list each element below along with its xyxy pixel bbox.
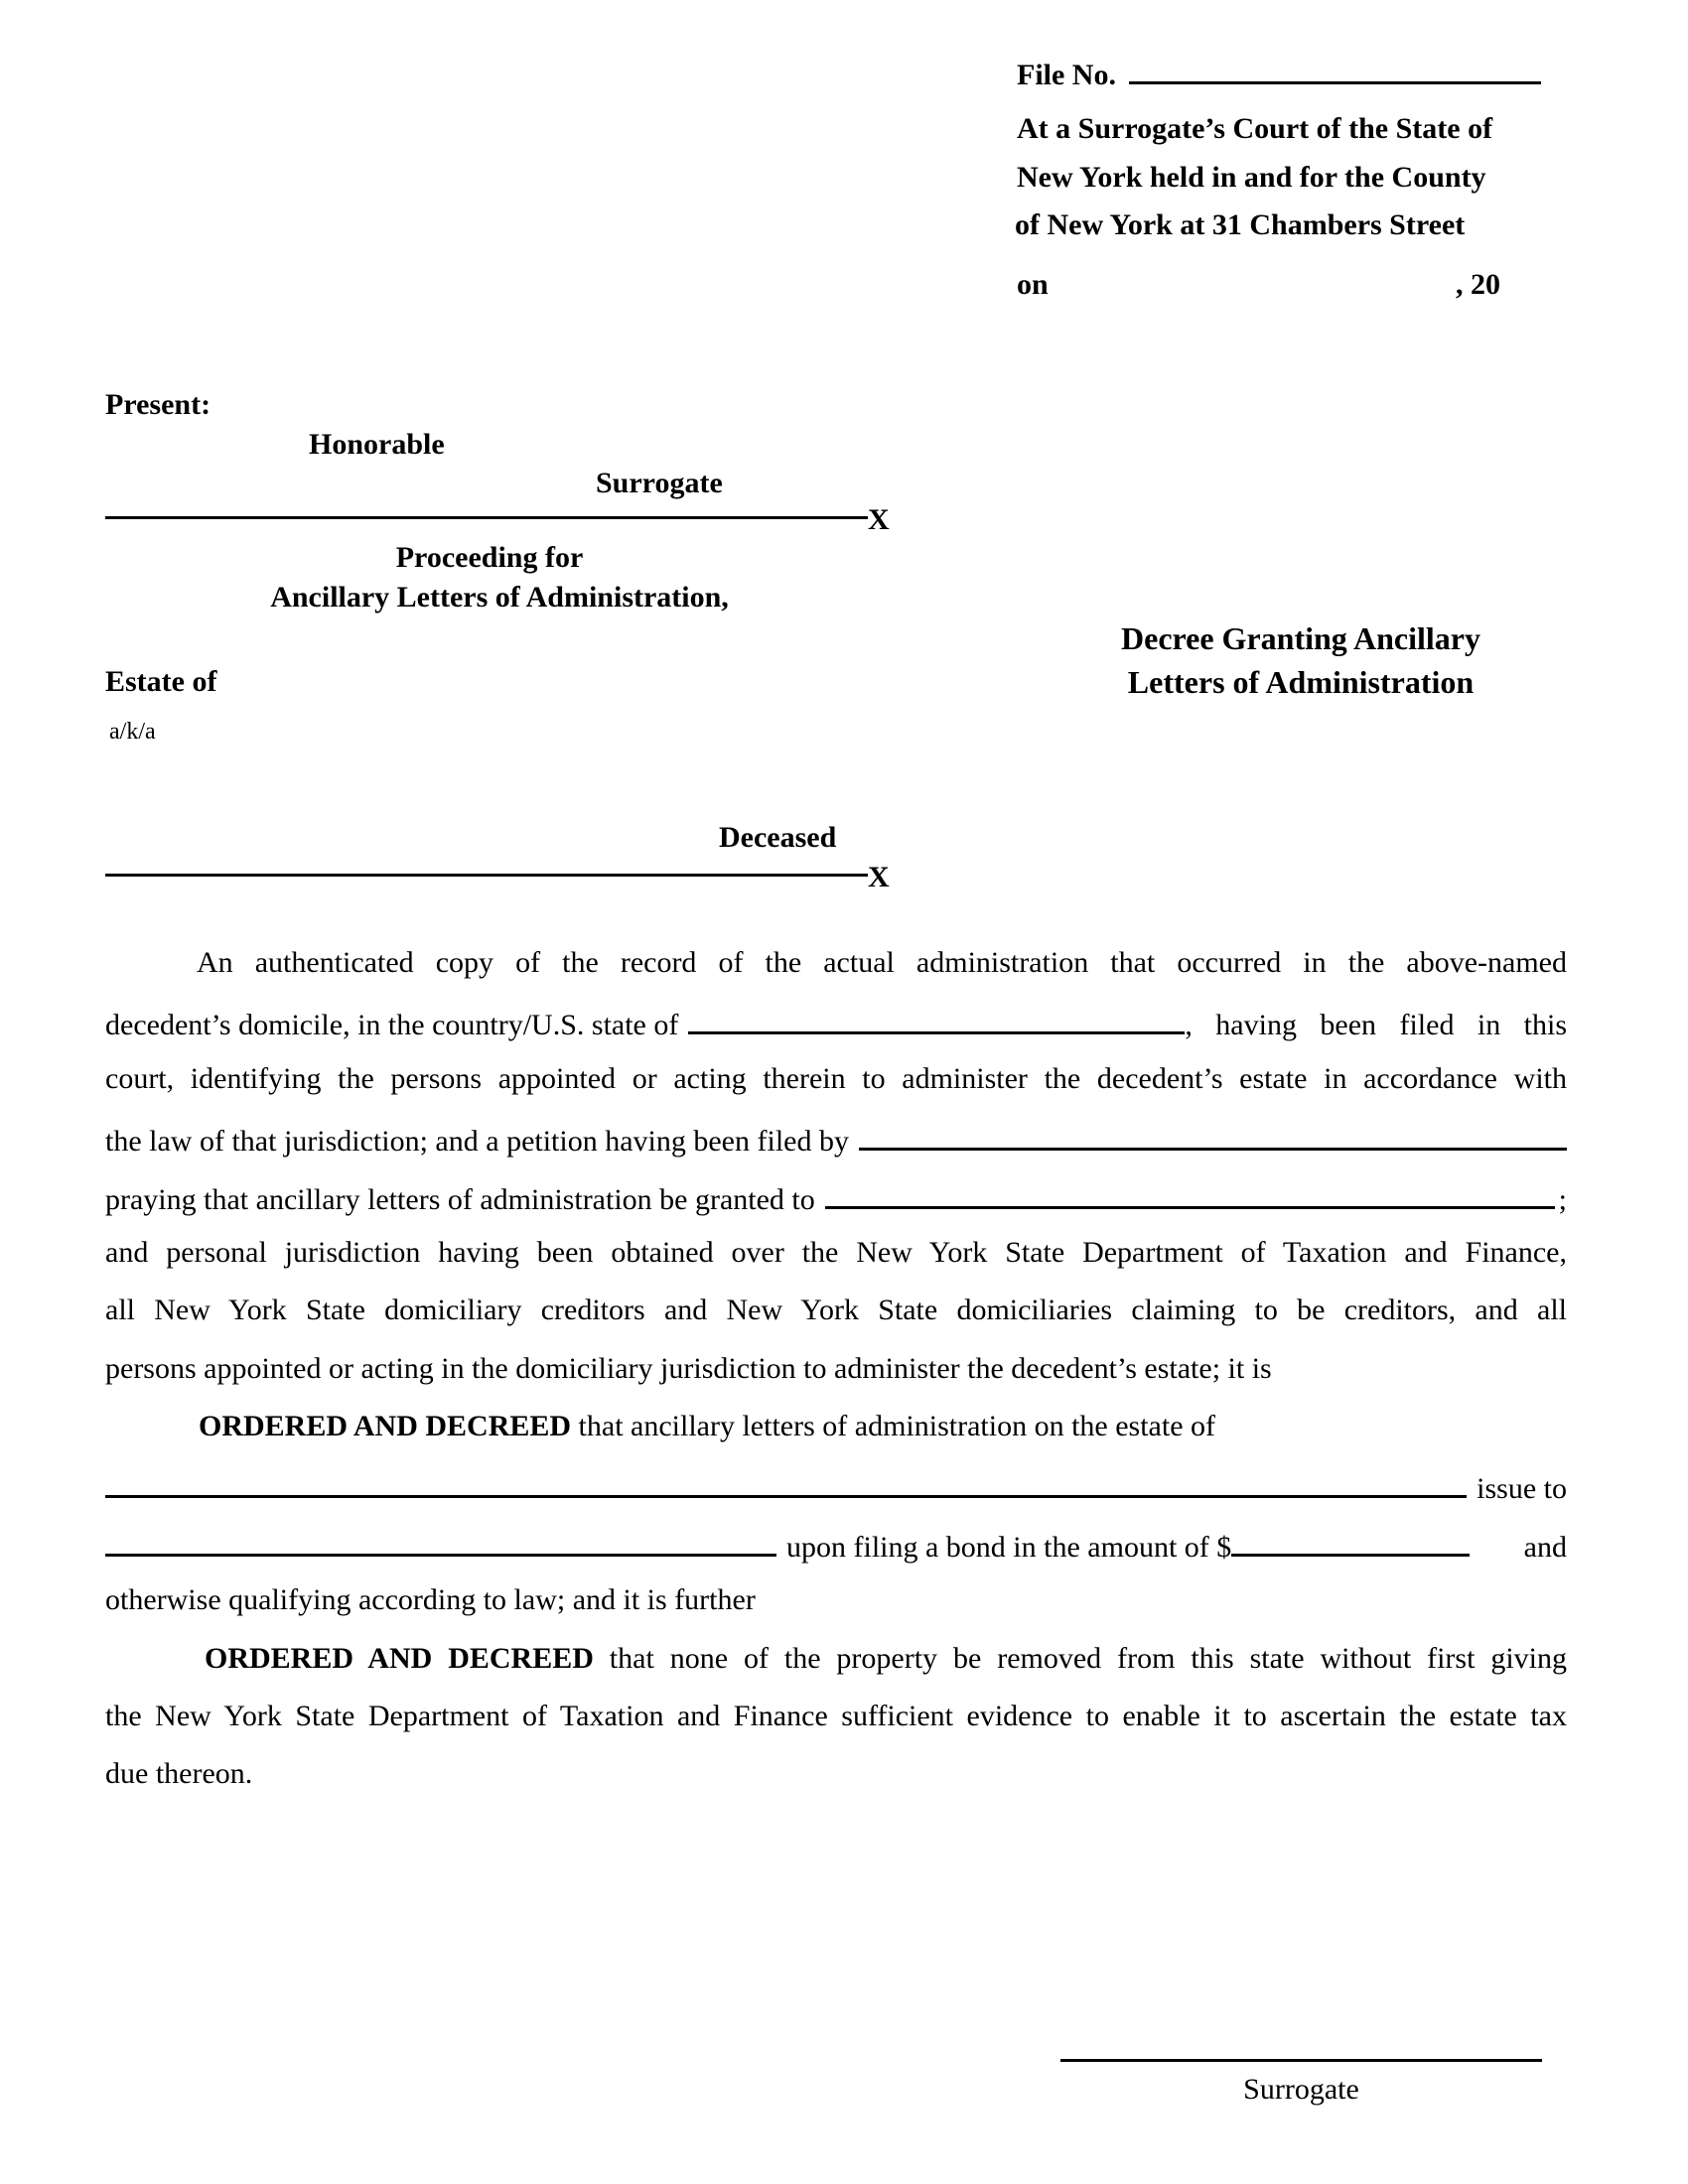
court-line-1: At a Surrogate’s Court of the State of <box>1017 112 1493 145</box>
document-title-line-1: Decree Granting Ancillary <box>1121 620 1480 656</box>
grantee-field[interactable] <box>825 1180 1555 1209</box>
year-label: , 20 <box>1456 268 1500 301</box>
ordered-decreed-1: ORDERED AND DECREED that ancillary letters of administration on the estate of <box>199 1410 1216 1442</box>
document-title-line-2: Letters of Administration <box>1127 664 1475 700</box>
body-line-5: praying that ancillary letters of administration be granted to ; <box>105 1180 1567 1215</box>
present-label: Present: <box>105 388 211 421</box>
bond-amount-field[interactable] <box>1231 1528 1470 1557</box>
body-line-2: decedent’s domicile, in the country/U.S. state of , having been filed in this <box>105 1006 1567 1040</box>
ordered-decreed-2-line-2: the New York State Department of Taxation and Finance sufficient evidence to enable it to ascertain the estate tax <box>105 1700 1567 1732</box>
petitioner-field[interactable] <box>859 1122 1567 1151</box>
deceased-label: Deceased <box>719 821 837 854</box>
x-mark-bottom: X <box>868 861 890 893</box>
otherwise-line: otherwise qualifying according to law; and it is further <box>105 1583 756 1616</box>
body-line-4: the law of that jurisdiction; and a petition having been filed by <box>105 1122 1567 1157</box>
body-line-3: court, identifying the persons appointed or acting therein to administer the decedent’s estate in accordance with <box>105 1062 1567 1095</box>
domicile-state-field[interactable] <box>688 1006 1185 1034</box>
date-field[interactable] <box>1072 266 1450 300</box>
body-line-7: all New York State domiciliary creditors and New York State domiciliaries claiming to be creditors, and all <box>105 1294 1567 1326</box>
proceeding-line-1: Proceeding for <box>395 541 584 574</box>
court-line-2: New York held in and for the County <box>1017 161 1486 194</box>
estate-of-label: Estate of <box>105 665 217 698</box>
body-line-8: persons appointed or acting in the domiciliary jurisdiction to administer the decedent’s estate; it is <box>105 1352 1272 1385</box>
bond-row: upon filing a bond in the amount of $ and <box>105 1528 1567 1563</box>
aka-label: a/k/a <box>109 719 156 745</box>
estate-name-field[interactable] <box>105 1469 1467 1498</box>
ordered-decreed-2-line-3: due thereon. <box>105 1757 253 1790</box>
signature-line[interactable] <box>1060 2059 1542 2062</box>
body-line-1: An authenticated copy of the record of the actual administration that occurred in the above-named <box>197 946 1567 979</box>
file-no-label: File No. <box>1017 59 1116 91</box>
body-line-6: and personal jurisdiction having been obtained over the New York State Department of Taxation and Finance, <box>105 1236 1567 1269</box>
x-mark-top: X <box>868 503 890 536</box>
signature-label: Surrogate <box>1243 2073 1359 2106</box>
ordered-decreed-2: ORDERED AND DECREED that none of the property be removed from this state without first giving <box>205 1642 1567 1675</box>
estate-name-row: issue to <box>105 1469 1567 1504</box>
caption-divider-bottom <box>105 874 868 877</box>
file-no-field[interactable] <box>1129 56 1541 84</box>
on-label: on <box>1017 268 1049 301</box>
issue-to-name-field[interactable] <box>105 1528 776 1557</box>
file-number-row <box>1017 56 1541 90</box>
court-line-3: of New York at 31 Chambers Street <box>1015 208 1466 241</box>
surrogate-title: Surrogate <box>596 467 723 499</box>
caption-divider-top <box>105 516 868 519</box>
proceeding-line-2: Ancillary Letters of Administration, <box>270 581 729 614</box>
honorable-label: Honorable <box>309 428 445 461</box>
